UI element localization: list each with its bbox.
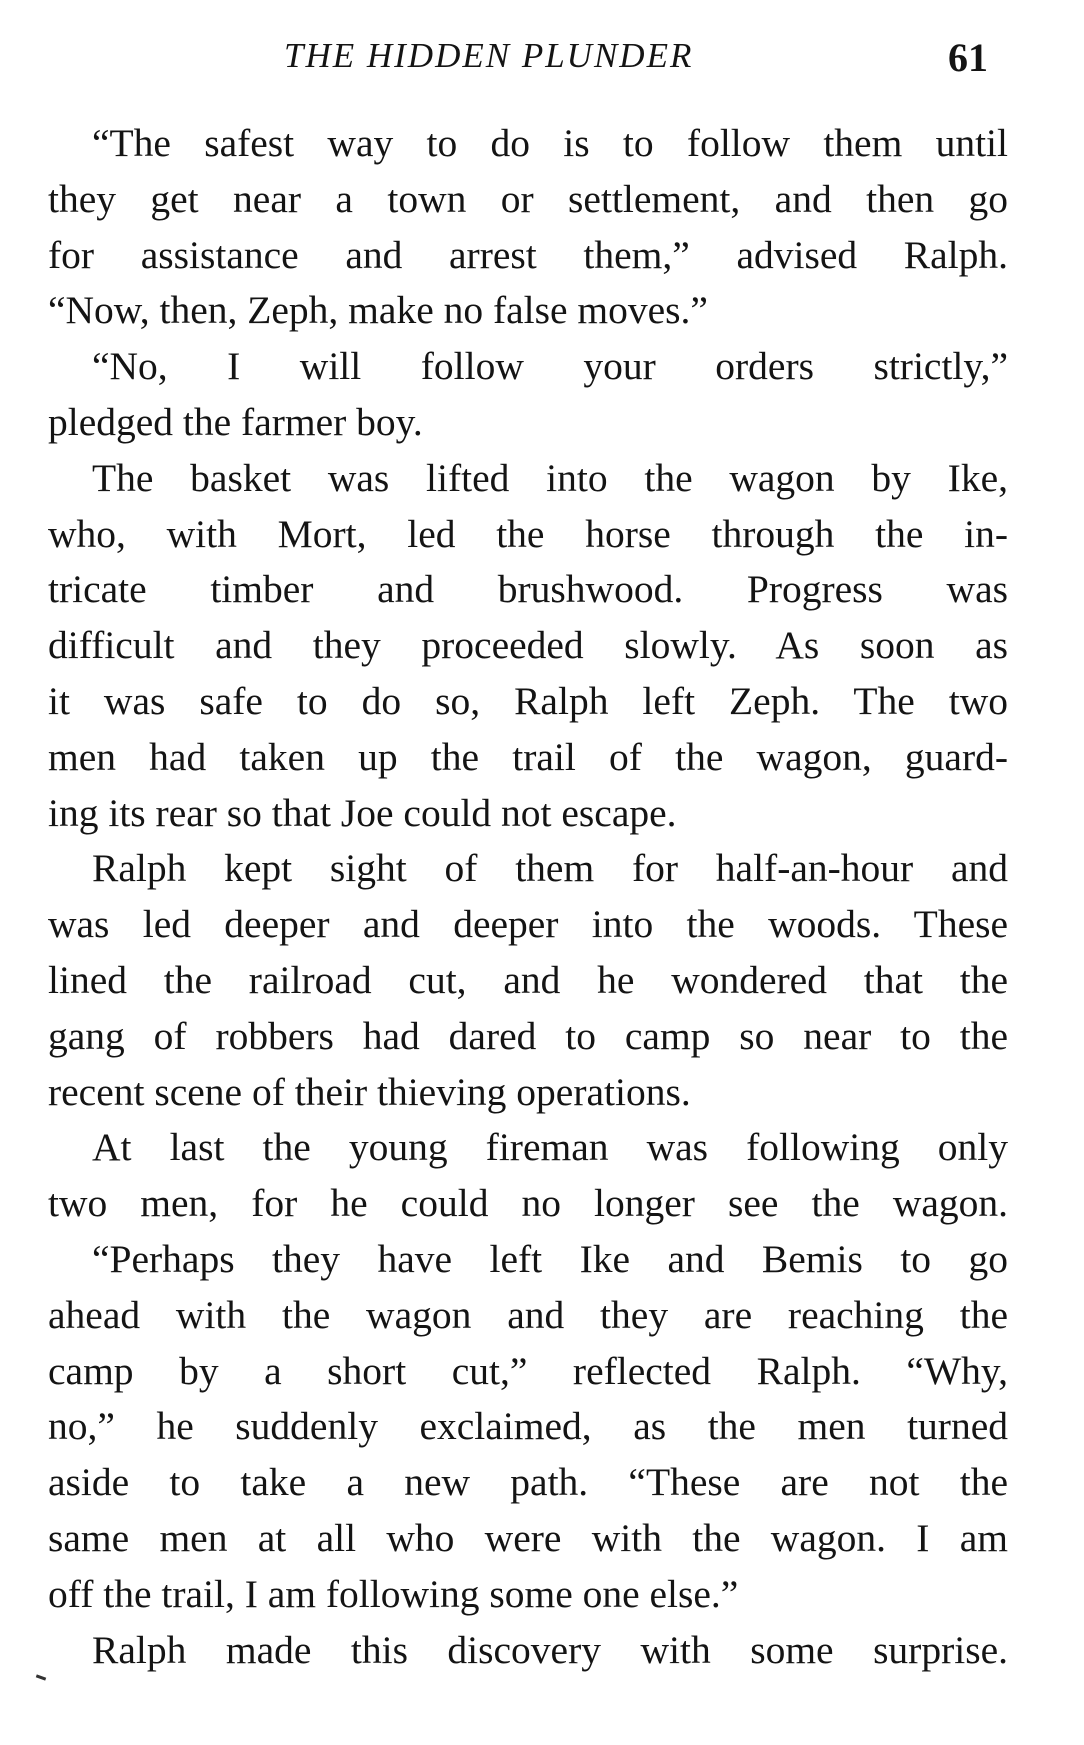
text-line: pledged the farmer boy. (48, 399, 423, 444)
text-line: aside to take a new path. “These are not the (48, 1460, 1008, 1505)
text-line: “No, I will follow your orders strictly,” (92, 344, 1008, 389)
page-number: 61 (948, 35, 988, 80)
text-line: Ralph made this discovery with some surprise. (92, 1627, 1008, 1672)
text-line: they get near a town or settlement, and then go (48, 176, 1008, 221)
text-line: “Perhaps they have left Ike and Bemis to go (92, 1236, 1008, 1281)
text-line: tricate timber and brushwood. Progress was (48, 567, 1008, 612)
text-line: gang of robbers had dared to camp so near to the (48, 1013, 1008, 1058)
print-speck (36, 1674, 46, 1680)
text-line: men had taken up the trail of the wagon, guard- (48, 734, 1008, 779)
text-line: “The safest way to do is to follow them until (92, 121, 1008, 165)
text-line: it was safe to do so, Ralph left Zeph. The two (48, 678, 1008, 723)
text-line: Ralph kept sight of them for half-an-hour and (92, 846, 1008, 891)
text-line: recent scene of their thieving operations. (48, 1069, 691, 1114)
text-line: who, with Mort, led the horse through the in- (48, 511, 1008, 556)
text-line: ing its rear so that Joe could not escape. (48, 790, 677, 835)
text-line: difficult and they proceeded slowly. As soon as (48, 623, 1008, 668)
text-line: same men at all who were with the wagon. I am (48, 1515, 1008, 1560)
text-line: The basket was lifted into the wagon by Ike, (92, 455, 1008, 500)
running-header (48, 28, 1008, 88)
running-title: THE HIDDEN PLUNDER (284, 36, 694, 75)
text-line: off the trail, I am following some one else.” (48, 1571, 739, 1616)
text-line: was led deeper and deeper into the woods. These (48, 902, 1008, 947)
text-line: no,” he suddenly exclaimed, as the men turned (48, 1404, 1008, 1449)
text-line: for assistance and arrest them,” advised Ralph. (48, 232, 1008, 277)
text-line: camp by a short cut,” reflected Ralph. “Why, (48, 1348, 1008, 1393)
text-line: ahead with the wagon and they are reaching the (48, 1292, 1008, 1337)
text-line: At last the young fireman was following only (92, 1125, 1008, 1170)
text-line: “Now, then, Zeph, make no false moves.” (48, 288, 708, 333)
body-text (48, 116, 1008, 1678)
text-line: lined the railroad cut, and he wondered that the (48, 957, 1008, 1002)
text-line: two men, for he could no longer see the wagon. (48, 1181, 1008, 1226)
